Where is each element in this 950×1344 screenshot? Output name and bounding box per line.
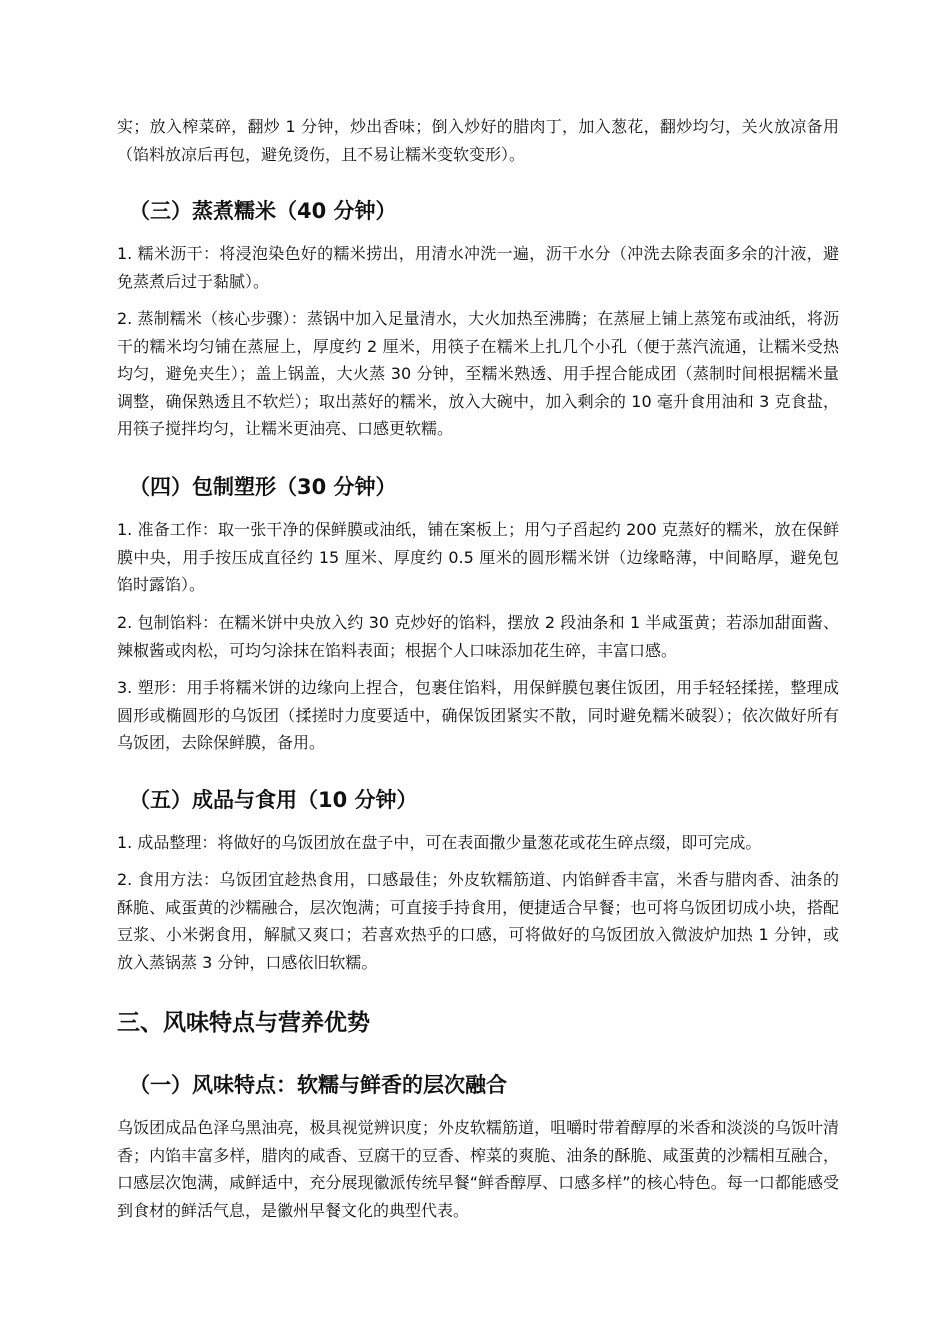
paragraph-flavor: 乌饭团成品色泽乌黑油亮，极具视觉辨识度；外皮软糯筋道，咀嚼时带着醇厚的米香和淡淡的乌饭叶清香；内馅丰富多样，腊肉的咸香、豆腐干的豆香、榨菜的爽脆、油条的酥脆、咸蛋黄的沙糯相互融合，口感层次饱满，咸鲜适中，充分展现徽派传统早餐“鲜香醇厚、口感多样”的核心特色。每一口都能感受到食材的鲜活气息，是徽州早餐文化的典型代表。 — [117, 1118, 839, 1220]
paragraph-preparation: 1. 准备工作：取一张干净的保鲜膜或油纸，铺在案板上；用勺子舀起约 200 克蒸好的糯米，放在保鲜膜中央，用手按压成直径约 15 厘米、厚度约 0.5 厘米的圆形糯米饼（边缘略薄，中间略厚，避免包馅时露馅）。 — [117, 520, 839, 594]
section-heading-wrap-shape: （四）包制塑形（30 分钟） — [129, 475, 397, 499]
section-heading-steam-rice: （三）蒸煮糯米（40 分钟） — [129, 199, 397, 223]
paragraph-steam-rice: 2. 蒸制糯米（核心步骤）：蒸锅中加入足量清水，大火加热至沸腾；在蒸屉上铺上蒸笼布或油纸，将沥干的糯米均匀铺在蒸屉上，厚度约 2 厘米，用筷子在糯米上扎几个小孔（便于蒸汽流通，让糯米受热均匀，避免夹生）；盖上锅盖，大火蒸 30 分钟，至糯米熟透、用手捏合能成团（蒸制时间根据糯米量调整，确保熟透且不软烂）；取出蒸好的糯米，放入大碗中，加入剩余的 10 毫升食用油和 3 克食盐，用筷子搅拌均匀，让糯米更油亮、口感更软糯。 — [117, 309, 839, 438]
paragraph-wrap-filling: 2. 包制馅料：在糯米饼中央放入约 30 克炒好的馅料，摆放 2 段油条和 1 半咸蛋黄；若添加甜面酱、辣椒酱或肉松，可均匀涂抹在馅料表面；根据个人口味添加花生碎，丰富口感。 — [117, 613, 839, 660]
section-heading-finish-eat: （五）成品与食用（10 分钟） — [129, 788, 418, 812]
paragraph-finishing: 1. 成品整理：将做好的乌饭团放在盘子中，可在表面撒少量葱花或花生碎点缀，即可完成。 — [117, 833, 762, 852]
paragraph-eating-method: 2. 食用方法：乌饭团宜趁热食用，口感最佳；外皮软糯筋道、内馅鲜香丰富，米香与腊肉香、油条的酥脆、咸蛋黄的沙糯融合，层次饱满；可直接手持食用，便捷适合早餐；也可将乌饭团切成小块，搭配豆浆、小米粥食用，解腻又爽口；若喜欢热乎的口感，可将做好的乌饭团放入微波炉加热 1 分钟，或放入蒸锅蒸 3 分钟，口感依旧软糯。 — [117, 870, 839, 972]
chapter-heading-flavor-nutrition: 三、风味特点与营养优势 — [117, 1010, 370, 1036]
section-heading-flavor: （一）风味特点：软糯与鲜香的层次融合 — [129, 1073, 507, 1097]
paragraph-drain-rice: 1. 糯米沥干：将浸泡染色好的糯米捞出，用清水冲洗一遍，沥干水分（冲洗去除表面多余的汁液，避免蒸煮后过于黏腻）。 — [117, 244, 839, 291]
paragraph-filling-continued: 实；放入榨菜碎，翻炒 1 分钟，炒出香味；倒入炒好的腊肉丁，加入葱花，翻炒均匀，关火放凉备用（馅料放凉后再包，避免烫伤，且不易让糯米变软变形）。 — [117, 117, 839, 164]
paragraph-shaping: 3. 塑形：用手将糯米饼的边缘向上捏合，包裹住馅料，用保鲜膜包裹住饭团，用手轻轻揉搓，整理成圆形或椭圆形的乌饭团（揉搓时力度要适中，确保饭团紧实不散，同时避免糯米破裂）；依次做好所有乌饭团，去除保鲜膜，备用。 — [117, 678, 839, 752]
